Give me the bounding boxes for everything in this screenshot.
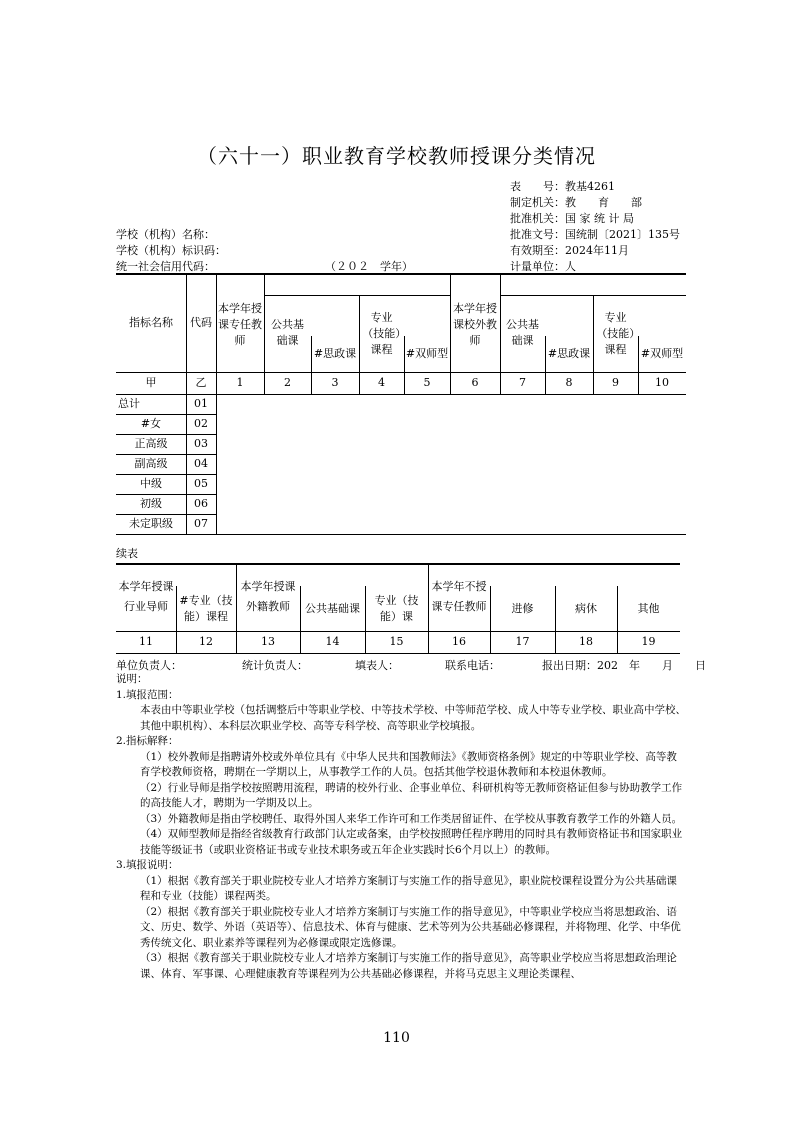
header-major-course-1: 专业（技能）课程 [362,310,401,356]
row-name-senior: 正高级 [134,437,168,450]
approving-authority: 批准机关：国 家 统 计 局 [510,212,634,225]
index-cell: 13 [261,635,275,648]
scope-text: 本表由中等职业学校（包括调整后中等职业学校、中等技术学校、中等师范学校、成人中等专业学校、职业高中学校、其他中职机构）、本科层次职业学校、高等专科学校、高等职业学校填报。 [140,704,686,732]
section-definitions: 2.指标解释： [116,735,179,747]
index-cell: 7 [519,376,526,389]
header-public-course-2: 公共基础课 [506,318,539,347]
issuing-authority: 制定机关：教 育 部 [510,196,642,209]
credit-code-label: 统一社会信用代码： [116,260,215,273]
index-cell: 6 [471,376,479,389]
report-date-label: 报出日期：202 年 月 日 [542,659,706,672]
header-industry-major-course: #专业（技能）课程 [179,593,233,623]
row-code: 06 [194,497,208,510]
header-other: 其他 [637,601,660,615]
form-number: 表 号：教基4261 [510,180,615,193]
index-cell: 甲 [145,376,157,389]
definition-external: （1）校外教师是指聘请外校或外单位具有《中华人民共和国教师法》《教师资格条例》规定的中等职业学校、高等教育学校教师资格，聘期在一学期以上，从事教学工作的人员。包括其他学校退休教师和本校退休教师。 [140,750,677,778]
index-cell: 乙 [195,376,207,389]
row-name-unrated: 未定职级 [129,517,173,530]
index-cell: 3 [331,376,339,389]
index-cell: 5 [423,376,431,389]
filler-label: 填表人： [355,659,399,672]
header-further-study: 进修 [511,601,534,615]
row-code: 05 [194,477,208,490]
row-code: 03 [194,437,208,450]
definition-foreign: （3）外籍教师是指由学校聘任、取得外国人来华工作许可和工作类居留证件、在学校从事教育教学工作的外籍人员。 [140,812,683,825]
section-scope: 1.填报范围： [116,688,179,701]
index-cell: 17 [515,635,530,648]
index-cell: 4 [378,376,385,389]
header-foreign-teachers: 本学年授课外籍教师 [240,580,296,613]
row-name-intermediate: 中级 [140,477,162,490]
header-industry-mentors: 本学年授课行业导师 [118,580,174,613]
index-cell: 11 [139,635,153,648]
row-name-associate: 副高级 [134,457,168,470]
index-cell: 12 [199,635,213,648]
school-name-label: 学校（机构）名称： [116,228,215,241]
header-sick-leave: 病休 [575,601,597,615]
header-dual-qualified-1: #双师型 [405,347,449,360]
instruction-2: （2）根据《教育部关于职业院校专业人才培养方案制订与实施工作的指导意见》，中等职业学校应当将思想政治、语文、历史、数学、外语（英语等）、信息技术、体育与健康、艺术等列为公共基础必修课程，并将物理、化学、中华优秀传统文化、职业素养等课程列为必修课或限定选修课。 [140,905,681,949]
page-number: 110 [383,1030,410,1046]
row-name-junior: 初级 [140,497,162,510]
phone-label: 联系电话： [445,659,500,672]
approval-number: 批准文号：国统制〔2021〕135号 [510,228,680,241]
definition-industry: （2）行业导师是指学校按照聘用流程，聘请的校外行业、企事业单位、科研机构等无教师资格证但参与协助教学工作的高技能人才，聘期为一学期及以上。 [140,781,683,809]
notes-heading: 说明： [116,673,148,685]
instruction-3: （3）根据《教育部关于职业院校专业人才培养方案制订与实施工作的指导意见》，高等职业学校应当将思想政治理论课、体育、军事课、心理健康教育等课程列为公共基础必修课程，并将马克思主义理论类课程、 [140,952,677,980]
row-name-total: 总计 [118,397,140,410]
instruction-1: （1）根据《教育部关于职业院校专业人才培养方案制订与实施工作的指导意见》，职业院校课程设置分为公共基础课程和专业（技能）课程两类。 [140,874,677,902]
continued-label: 续表 [116,547,138,560]
index-cell: 10 [655,376,669,389]
index-cell: 8 [565,376,573,389]
definition-dual: （4）双师型教师是指经省级教育行政部门认定或备案，由学校按照聘任程序聘用的同时具有教师资格证书和国家职业技能等级证书（或职业资格证书或专业技术职务或五年企业实践时长6个月以上）的教师。 [140,828,683,856]
header-major-course-2: 专业（技能）课程 [596,310,635,356]
header-dual-qualified-2: #双师型 [640,347,684,360]
index-cell: 15 [389,635,404,648]
index-cell: 19 [641,635,656,648]
page-title: （六十一）职业教育学校教师授课分类情况 [197,144,596,168]
header-foreign-major-course: 专业（技能）课 [374,593,419,623]
unit-of-measure: 计量单位：人 [510,260,576,273]
index-cell: 9 [612,376,619,389]
header-foreign-public-course: 公共基础课 [305,601,360,615]
header-code: 代码 [190,315,212,329]
header-inschool-teachers: 本学年授课专任教师 [218,302,262,347]
header-nonteaching-teachers: 本学年不授课专任教师 [431,580,487,613]
unit-head-label: 单位负责人： [116,659,182,672]
stat-head-label: 统计负责人： [242,659,308,672]
header-ideology-course-1: #思政课 [313,347,357,360]
school-id-label: 学校（机构）标识码： [116,244,226,257]
school-year: （２０２ 学年） [325,260,413,273]
index-cell: 14 [325,635,340,648]
valid-until: 有效期至：2024年11月 [510,244,629,257]
header-public-course-1: 公共基础课 [271,318,304,347]
index-cell: 18 [579,635,593,648]
row-code: 07 [194,517,208,530]
index-cell: 16 [452,635,466,648]
index-cell: 1 [236,376,244,389]
notes-section [116,672,686,982]
row-code: 02 [194,417,208,430]
section-instructions: 3.填报说明： [116,859,179,871]
header-external-teachers: 本学年授课校外教师 [453,302,497,347]
row-name-female: #女 [140,417,162,430]
index-cell: 2 [284,376,291,389]
header-ideology-course-2: #思政课 [547,347,591,360]
row-code: 04 [194,457,208,470]
row-code: 01 [194,397,208,410]
header-indicator-name: 指标名称 [129,315,173,329]
